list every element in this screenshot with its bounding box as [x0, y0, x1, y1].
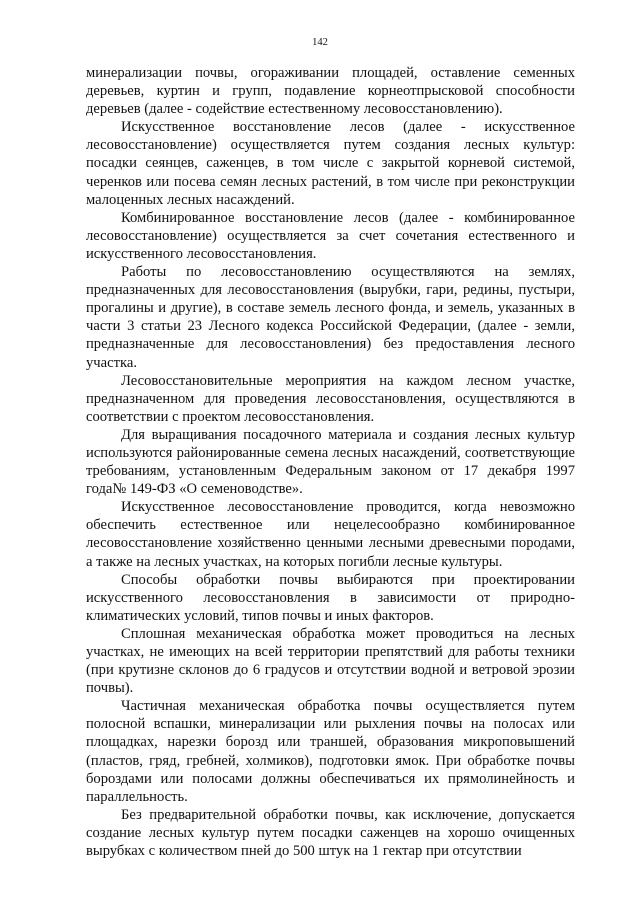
paragraph-continuation: минерализации почвы, огораживании площадей, оставление семенных деревьев, куртин и групп, подавление корнеотпрысковой способности деревьев (далее - содействие естественному лесовосстановлению).	[86, 65, 575, 118]
paragraph-no-preliminary-treatment: Без предварительной обработки почвы, как исключение, допускается создание лесных культур путем посадки саженцев на хорошо очищенных вырубках с количеством пней до 500 штук на 1 гектар при отсутствии	[86, 806, 575, 860]
paragraph-combined-reforestation: Комбинированное восстановление лесов (далее - комбинированное лесовосстановление) осуществляется за счет сочетания естественного и искусственного лесовосстановления.	[86, 209, 575, 262]
page-number: 142	[312, 37, 328, 48]
body-text	[86, 64, 575, 860]
paragraph-reforestation-project: Лесовосстановительные мероприятия на каждом лесном участке, предназначенном для проведения лесовосстановления, осуществляются в соответствии с проектом лесовосстановления.	[86, 372, 575, 425]
paragraph-soil-treatment-methods: Способы обработки почвы выбираются при проектировании искусственного лесовосстановления в зависимости от природно-климатических условий, типов почвы и иных факторов.	[86, 571, 575, 624]
paragraph-continuous-treatment: Сплошная механическая обработка может проводиться на лесных участках, не имеющих на всей территории препятствий для работы техники (при крутизне склонов до 6 градусов и отсутствии водной и ветровой эрозии почвы).	[86, 625, 575, 697]
paragraph-artificial-reforestation: Искусственное восстановление лесов (далее - искусственное лесовосстановление) осуществляется путем создания лесных культур: посадки сеянцев, саженцев, в том числе с закрытой корневой системой, черенков или посева семян лесных растений, в том числе при реконструкции малоценных лесных насаждений.	[86, 119, 575, 208]
paragraph-artificial-conditions: Искусственное лесовосстановление проводится, когда невозможно обеспечить естественное или нецелесообразно комбинированное лесовосстановление хозяйственно ценными лесными древесными породами, а также на лесных участках, на которых погибли лесные культуры.	[86, 499, 575, 570]
paragraph-partial-treatment: Частичная механическая обработка почвы осуществляется путем полосной вспашки, минерализации или рыхления почвы на полосах или площадках, нарезки борозд или траншей, образования микроповышений (пластов, гряд, гребней, холмиков), подготовки ямок. При обработке почвы бороздами или полосами должны обеспечиваться их прямолинейность и параллельность.	[86, 698, 575, 805]
paragraph-reforestation-lands: Работы по лесовосстановлению осуществляются на землях, предназначенных для лесовосстановления (вырубки, гари, редины, пустыри, прогалины и другие), в составе земель лесного фонда, и земель, указанных в части 3 статьи 23 Лесного кодекса Российской Федерации, (далее - земли, предназначенные для лесовосстановления) без предоставления лесного участка.	[86, 264, 575, 371]
paragraph-zoned-seeds: Для выращивания посадочного материала и создания лесных культур используются районированные семена лесных насаждений, соответствующие требованиям, установленным Федеральным законом от 17 декабря 1997 года№ 149-ФЗ «О семеноводстве».	[86, 426, 575, 498]
